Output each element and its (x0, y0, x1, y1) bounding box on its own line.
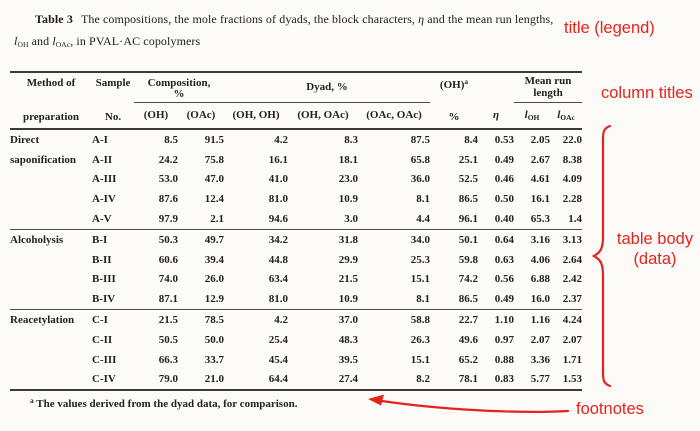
table-row (10, 350, 582, 370)
header-mean-run-length: Mean run length (514, 72, 582, 102)
header-composition-line1: Composition, (147, 76, 211, 89)
header-oh-derived-label: (OH)$^a$ (439, 77, 469, 91)
data-cell: 86.5 (458, 293, 479, 306)
data-cell: 50.3 (158, 233, 178, 246)
table-row (10, 209, 582, 229)
annotation-footnotes: footnotes (576, 400, 644, 418)
sample-cell: A-IV (92, 193, 116, 206)
data-cell: 10.9 (338, 293, 358, 306)
data-cell: 0.88 (494, 353, 515, 366)
table-title (14, 8, 562, 56)
data-cell: 3.13 (562, 233, 583, 246)
data-cell: 15.1 (410, 353, 431, 366)
header-dyad-ohoac: (OH, OAc) (297, 109, 349, 122)
data-cell: 4.2 (274, 133, 288, 146)
footnote-marker-sup: a (464, 77, 469, 86)
data-cell: 26.0 (204, 273, 224, 286)
sample-cell: B-II (92, 253, 112, 266)
footnote (30, 396, 297, 410)
data-cell: 0.46 (494, 173, 515, 186)
table-row (10, 250, 582, 270)
data-cell: 81.0 (268, 193, 288, 206)
header-row-1 (10, 72, 582, 102)
data-cell: 3.0 (344, 213, 358, 226)
data-cell: 24.2 (158, 153, 178, 166)
data-cell: 4.4 (416, 213, 431, 226)
data-cell: 47.0 (204, 173, 224, 186)
l-oac-subscript: OAc (55, 40, 71, 49)
data-cell: 2.1 (210, 213, 224, 226)
table-row (10, 330, 582, 350)
table-row (10, 270, 582, 290)
sample-cell: C-IV (92, 373, 116, 386)
data-table (10, 71, 582, 391)
data-cell: 8.1 (416, 193, 431, 206)
header-oh-derived (430, 72, 478, 129)
data-cell: 65.2 (458, 353, 479, 366)
data-cell: 45.4 (268, 353, 288, 366)
table-number-label: Table 3 (35, 12, 73, 26)
table-row (10, 189, 582, 209)
data-cell: 0.53 (494, 133, 515, 146)
sample-cell: A-II (92, 153, 113, 166)
data-cell: 4.06 (530, 253, 551, 266)
data-cell: 81.0 (268, 293, 288, 306)
sample-cell: B-IV (92, 293, 116, 306)
sample-cell: C-II (92, 333, 113, 346)
data-cell: 2.07 (530, 333, 551, 346)
data-cell: 50.1 (458, 233, 479, 246)
sample-cell: B-I (92, 233, 108, 246)
title-text: and the mean run lengths, (427, 12, 554, 26)
sample-cell: C-III (92, 353, 117, 366)
data-cell: 52.5 (458, 173, 479, 186)
header-oh-derived-unit: % (448, 111, 460, 123)
arrow-icon (366, 393, 572, 419)
header-dyad-oacoac: (OAc, OAc) (366, 109, 422, 122)
header-sample (92, 72, 134, 129)
sample-cell: B-III (92, 273, 116, 286)
data-cell: 3.36 (530, 353, 551, 366)
data-cell: 49.6 (458, 333, 479, 346)
header-method-line2: preparation (22, 111, 80, 123)
data-cell: 1.71 (562, 353, 583, 366)
l-symbol: l (52, 34, 56, 48)
data-cell: 16.1 (268, 153, 288, 166)
data-cell: 4.24 (562, 314, 583, 327)
data-cell: 59.8 (458, 253, 479, 266)
header-dyad: Dyad, % (224, 72, 430, 102)
data-cell: 0.50 (494, 193, 515, 206)
data-cell: 34.0 (410, 233, 431, 246)
table-group-alcoholysis (10, 229, 582, 309)
data-cell: 0.56 (494, 273, 515, 286)
table-row (10, 289, 582, 309)
table-row (10, 310, 582, 330)
data-cell: 44.8 (268, 253, 288, 266)
data-cell: 0.83 (494, 373, 515, 386)
header-comp-oac: (OAc) (186, 109, 216, 122)
data-cell: 21.5 (158, 314, 178, 327)
data-cell: 74.0 (158, 273, 178, 286)
data-cell: 75.8 (204, 153, 224, 166)
data-cell: 8.5 (164, 133, 178, 146)
data-cell: 4.61 (530, 173, 551, 186)
method-cell: Reacetylation (10, 314, 75, 327)
header-composition-line2: % (173, 87, 185, 100)
data-cell: 37.0 (338, 314, 358, 327)
data-cell: 53.0 (158, 173, 178, 186)
header-dyad-ohoh: (OH, OH) (232, 109, 280, 122)
data-cell: 25.1 (458, 153, 479, 166)
data-cell: 74.2 (458, 273, 479, 286)
header-composition (134, 72, 224, 102)
table-row (10, 129, 582, 150)
table-title-line2 (14, 30, 562, 56)
table-row (10, 170, 582, 190)
title-text: The compositions, the mole fractions of dyads, the block characters, (80, 12, 415, 26)
data-cell: 2.64 (562, 253, 583, 266)
data-cell: 2.42 (562, 273, 583, 286)
data-cell: 58.8 (410, 314, 431, 327)
table-title-line1 (14, 8, 562, 30)
data-cell: 0.63 (494, 253, 515, 266)
data-cell: 66.3 (158, 353, 178, 366)
data-cell: 1.16 (530, 314, 551, 327)
data-cell: 87.5 (410, 133, 431, 146)
header-sample-line2: No. (104, 111, 122, 123)
l-oh-subscript: OH (17, 40, 29, 49)
data-cell: 87.6 (158, 193, 178, 206)
header-l-oh: $l_{OH}$ (524, 108, 540, 122)
data-cell: 0.49 (494, 293, 515, 306)
header-sample-line1: Sample (95, 77, 131, 89)
data-cell: 10.9 (338, 193, 358, 206)
annotation-column-titles: column titles (601, 84, 693, 102)
table-group-reacetylation (10, 310, 582, 391)
data-cell: 78.5 (204, 314, 224, 327)
data-cell: 4.2 (274, 314, 288, 327)
table-group-direct-saponification (10, 129, 582, 229)
data-cell: 63.4 (268, 273, 288, 286)
table-row (10, 370, 582, 391)
annotation-table-body-line1: table body (616, 230, 694, 248)
data-cell: 1.10 (494, 314, 515, 327)
sample-cell: C-I (92, 314, 108, 327)
data-cell: 21.0 (204, 373, 224, 386)
data-cell: 23.0 (338, 173, 358, 186)
data-cell: 22.0 (562, 133, 583, 146)
data-cell: 3.16 (530, 233, 551, 246)
data-cell: 65.8 (410, 153, 431, 166)
data-cell: 12.4 (204, 193, 224, 206)
brace-icon (591, 124, 613, 388)
data-cell: 96.1 (458, 213, 479, 226)
table-row (10, 229, 582, 249)
data-cell: 39.4 (204, 253, 224, 266)
data-cell: 26.3 (410, 333, 431, 346)
eta-symbol: η (414, 12, 428, 26)
data-cell: 18.1 (338, 153, 358, 166)
data-cell: 48.3 (338, 333, 358, 346)
data-cell: 29.9 (338, 253, 358, 266)
data-cell: 50.5 (158, 333, 178, 346)
data-cell: 15.1 (410, 273, 431, 286)
data-cell: 49.7 (204, 233, 224, 246)
data-cell: 39.5 (338, 353, 358, 366)
data-cell: 1.4 (568, 213, 583, 226)
method-cell: Alcoholysis (10, 233, 64, 246)
l-symbol: l (14, 34, 18, 48)
footnote-marker: a (30, 396, 34, 405)
data-cell: 25.3 (410, 253, 431, 266)
header-l-oac: $l_{OAc}$ (557, 108, 575, 122)
data-cell: 27.4 (338, 373, 358, 386)
data-cell: 34.2 (268, 233, 288, 246)
data-cell: 22.7 (458, 314, 479, 327)
data-cell: 0.40 (494, 213, 515, 226)
data-cell: 5.77 (530, 373, 551, 386)
annotation-table-body (610, 229, 700, 269)
data-cell: 21.5 (338, 273, 358, 286)
data-cell: 0.64 (494, 233, 515, 246)
eta-symbol: η (493, 109, 500, 121)
data-cell: 2.37 (562, 293, 583, 306)
data-cell: 2.05 (530, 133, 551, 146)
header-eta (478, 72, 514, 129)
data-cell: 2.67 (530, 153, 551, 166)
data-cell: 87.1 (158, 293, 178, 306)
data-cell: 78.1 (458, 373, 479, 386)
data-cell: 86.5 (458, 193, 479, 206)
data-cell: 8.2 (416, 373, 431, 386)
data-cell: 41.0 (268, 173, 288, 186)
data-cell: 8.38 (562, 153, 583, 166)
data-cell: 4.09 (562, 173, 583, 186)
data-cell: 8.1 (416, 293, 431, 306)
annotation-table-body-line2: (data) (633, 250, 677, 268)
data-cell: 25.4 (268, 333, 288, 346)
data-cell: 8.3 (344, 133, 358, 146)
data-cell: 33.7 (204, 353, 224, 366)
data-cell: 0.97 (494, 333, 515, 346)
data-cell: 94.6 (268, 213, 288, 226)
data-cell: 36.0 (410, 173, 431, 186)
data-cell: 64.4 (268, 373, 288, 386)
data-cell: 97.9 (158, 213, 178, 226)
data-cell: 16.0 (530, 293, 551, 306)
title-text: , in PVAL·AC copolymers (70, 34, 201, 48)
data-cell: 60.6 (158, 253, 178, 266)
header-comp-oh: (OH) (143, 109, 169, 122)
data-cell: 8.4 (464, 133, 479, 146)
data-cell: 31.8 (338, 233, 358, 246)
data-cell: 2.28 (562, 193, 583, 206)
data-cell: 16.1 (530, 193, 551, 206)
annotation-title-legend: title (legend) (564, 19, 655, 37)
data-cell: 6.88 (530, 273, 551, 286)
table-header (10, 72, 582, 129)
sample-cell: A-V (92, 213, 112, 226)
data-cell: 50.0 (204, 333, 224, 346)
table-row (10, 150, 582, 170)
header-method-line1: Method of (26, 77, 76, 89)
data-cell: 2.07 (562, 333, 583, 346)
data-cell: 0.49 (494, 153, 515, 166)
header-method (10, 72, 92, 129)
footnote-text: The values derived from the dyad data, for comparison. (33, 398, 298, 410)
title-text: and (28, 34, 53, 48)
data-cell: 12.9 (204, 293, 224, 306)
data-cell: 91.5 (204, 133, 224, 146)
data-cell: 65.3 (530, 213, 551, 226)
method-cell: Direct saponification (10, 134, 77, 166)
sample-cell: A-I (92, 133, 108, 146)
sample-cell: A-III (92, 173, 117, 186)
data-cell: 1.53 (562, 373, 583, 386)
data-cell: 79.0 (158, 373, 178, 386)
